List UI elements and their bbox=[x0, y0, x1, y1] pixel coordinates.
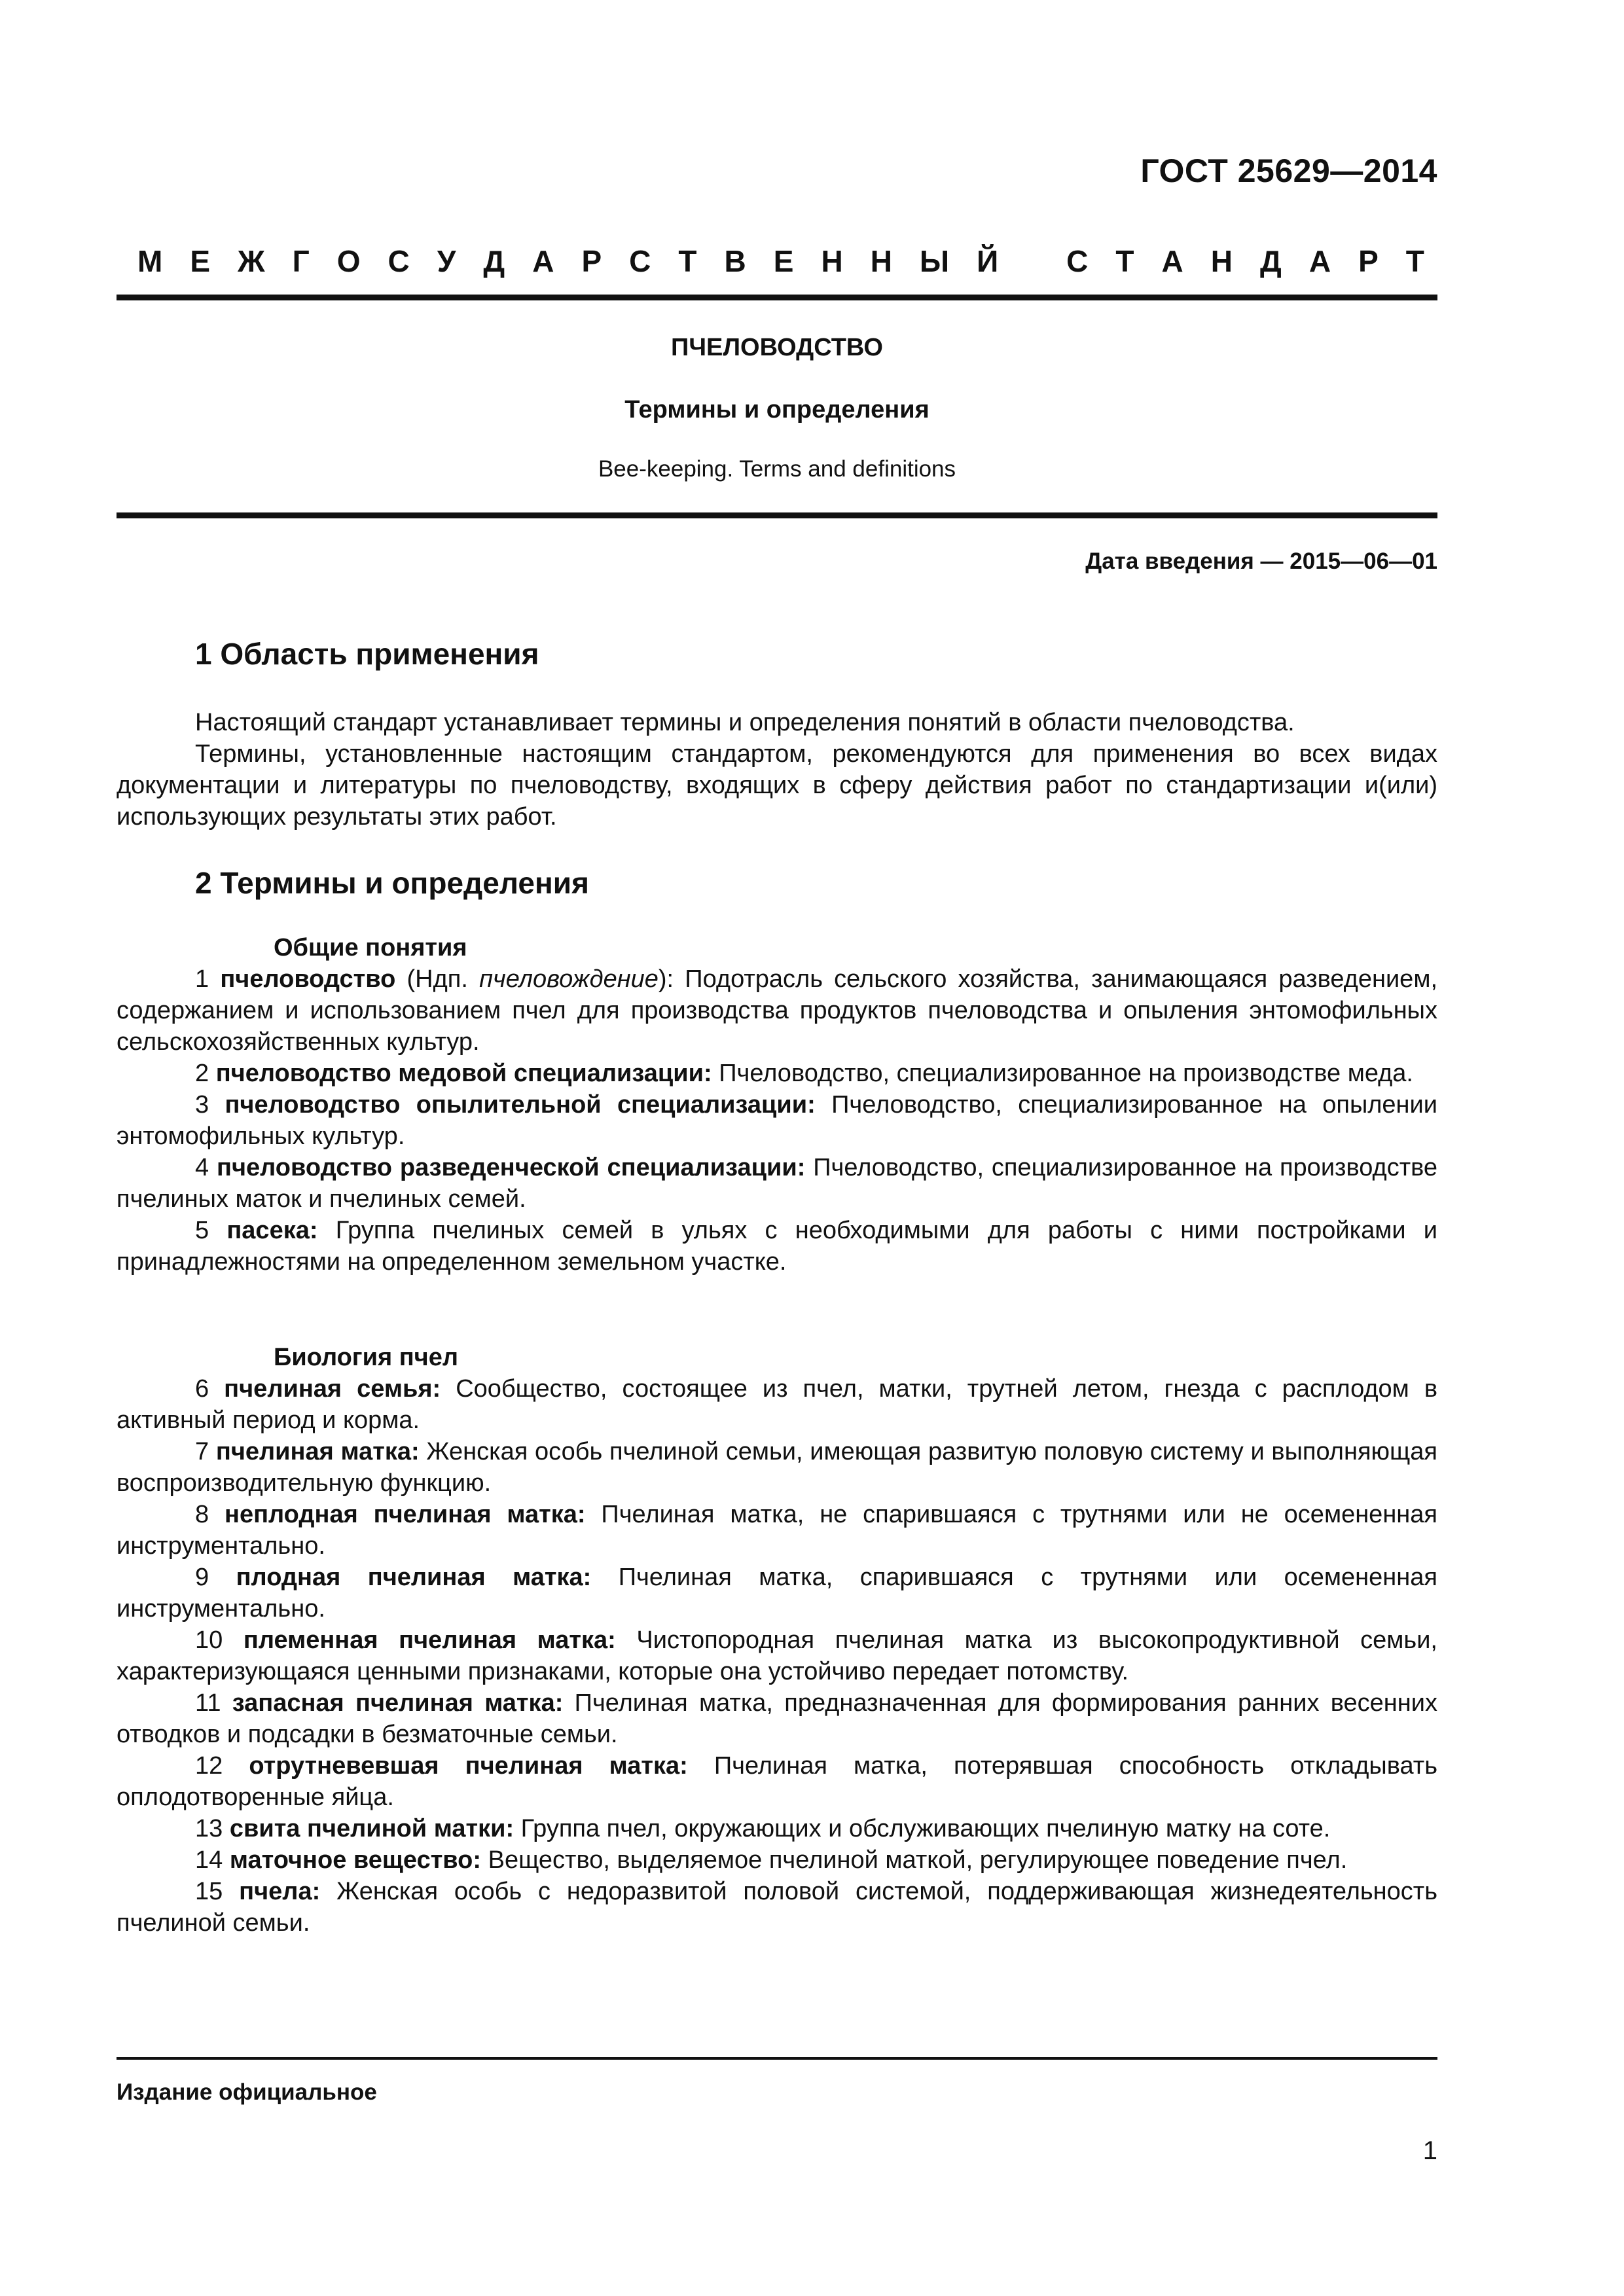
banner-letter: Р bbox=[581, 244, 602, 278]
banner-letter: Т bbox=[1405, 244, 1424, 278]
term-entry bbox=[117, 1436, 1437, 1499]
paragraph: Термины, установленные настоящим стандартом, рекомендуются для применения во всех видах документации и литературы по пчеловодству, входящих в сферу действия работ по стандартизации и(или) использующих результаты этих работ. bbox=[117, 740, 1437, 831]
term-name: пчелиная матка: bbox=[215, 1438, 420, 1465]
section-1-heading: 1 Область применения bbox=[195, 637, 539, 671]
term-entry bbox=[117, 1215, 1437, 1278]
term-name: запасная пчелиная матка: bbox=[232, 1689, 564, 1717]
banner-letter: Д bbox=[483, 244, 505, 278]
banner-letter: С bbox=[629, 244, 651, 278]
section-1-body bbox=[117, 707, 1437, 833]
banner-letter: С bbox=[388, 244, 410, 278]
footer-rule bbox=[117, 2057, 1437, 2060]
term-number: 1 bbox=[195, 965, 209, 993]
term-definition: Подотрасль сельского хозяйства, занимающаяся разведением, содержанием и использованием пчел для производства продуктов пчеловодства и опыления энтомофильных сельскохозяйственных культур. bbox=[117, 965, 1437, 1056]
term-name: свита пчелиной матки: bbox=[229, 1815, 514, 1842]
term-number: 9 bbox=[195, 1564, 209, 1591]
term-entry bbox=[117, 1876, 1437, 1939]
english-title: Bee-keeping. Terms and definitions bbox=[598, 456, 956, 482]
term-entry bbox=[117, 1813, 1437, 1844]
term-definition: Пчелиная матка, не спарившаяся с трутнями или не осемененная инструментально. bbox=[117, 1501, 1437, 1560]
term-definition: Чистопородная пчелиная матка из высокопродуктивной семьи, характеризующаяся ценными признаками, которые она устойчиво передает потомству. bbox=[117, 1626, 1437, 1685]
title-rule bbox=[117, 512, 1437, 518]
banner-letter: Р bbox=[1358, 244, 1379, 278]
term-name: пчеловодство разведенческой специализации: bbox=[217, 1154, 806, 1181]
document-page bbox=[117, 0, 1437, 2296]
edition-note: Издание официальное bbox=[117, 2079, 377, 2105]
term-definition: Пчеловодство, специализированное на производстве меда. bbox=[712, 1060, 1413, 1087]
term-number: 4 bbox=[195, 1154, 209, 1181]
term-number: 6 bbox=[195, 1375, 209, 1403]
term-group-biology bbox=[117, 1342, 1437, 1939]
date-value: — 2015—06—01 bbox=[1260, 548, 1437, 574]
term-number: 2 bbox=[195, 1060, 209, 1087]
banner-letter: А bbox=[1308, 244, 1331, 278]
term-entry bbox=[117, 1562, 1437, 1624]
term-entry bbox=[117, 1624, 1437, 1687]
banner-letter: С bbox=[1066, 244, 1089, 278]
term-name: племенная пчелиная матка: bbox=[243, 1626, 616, 1654]
term-entry bbox=[117, 1687, 1437, 1750]
banner-letter: М bbox=[137, 244, 163, 278]
banner-letter: В bbox=[724, 244, 746, 278]
term-entry bbox=[117, 1750, 1437, 1813]
term-number: 11 bbox=[195, 1689, 221, 1717]
banner-letter: А bbox=[532, 244, 554, 278]
term-definition: Группа пчел, окружающих и обслуживающих пчелиную матку на соте. bbox=[514, 1815, 1331, 1842]
term-entry bbox=[117, 1844, 1437, 1876]
term-name: отрутневевшая пчелиная матка: bbox=[249, 1752, 688, 1780]
banner-letter: О bbox=[336, 244, 361, 278]
banner-letter bbox=[1026, 243, 1039, 279]
term-entry bbox=[117, 1152, 1437, 1215]
banner-letter: Т bbox=[1115, 244, 1134, 278]
term-name: пчелиная семья: bbox=[224, 1375, 441, 1403]
banner-letter: Ж bbox=[238, 244, 265, 278]
banner-letter: Ы bbox=[920, 244, 950, 278]
term-definition: Группа пчелиных семей в ульях с необходимыми для работы с ними постройками и принадлежностями на определенном земельном участке. bbox=[117, 1217, 1437, 1276]
term-name: пчеловодство опылительной специализации: bbox=[225, 1091, 816, 1119]
term-definition: Пчелиная матка, потерявшая способность откладывать оплодотворенные яйца. bbox=[117, 1752, 1437, 1811]
term-definition: Пчеловодство, специализированное на производстве пчелиных маток и пчелиных семей. bbox=[117, 1154, 1437, 1213]
term-name: пчеловодство медовой специализации: bbox=[215, 1060, 712, 1087]
term-number: 10 bbox=[195, 1626, 223, 1654]
term-number: 12 bbox=[195, 1752, 223, 1780]
term-entry bbox=[117, 1058, 1437, 1089]
term-entry bbox=[117, 963, 1437, 1058]
banner-letter: Н bbox=[1210, 244, 1233, 278]
group-title: Биология пчел bbox=[274, 1344, 458, 1371]
term-name: пчела: bbox=[239, 1878, 321, 1905]
banner-letter: У bbox=[437, 244, 456, 278]
interstate-standard-banner bbox=[137, 243, 1424, 279]
date-label: Дата введения bbox=[1085, 548, 1254, 574]
term-entry bbox=[117, 1373, 1437, 1436]
term-name: маточное вещество: bbox=[229, 1846, 482, 1874]
document-title: ПЧЕЛОВОДСТВО bbox=[671, 334, 883, 361]
banner-letter: Е bbox=[190, 244, 211, 278]
banner-letter: А bbox=[1161, 244, 1183, 278]
term-definition: Сообщество, состоящее из пчел, матки, трутней летом, гнезда с расплодом в активный период и корма. bbox=[117, 1375, 1438, 1434]
group-title: Общие понятия bbox=[274, 934, 467, 961]
banner-letter: Д bbox=[1260, 244, 1282, 278]
standard-code: ГОСТ 25629—2014 bbox=[1140, 152, 1437, 189]
term-number: 8 bbox=[195, 1501, 209, 1528]
term-definition: Пчелиная матка, спарившаяся с трутнями или осемененная инструментально. bbox=[117, 1564, 1437, 1623]
banner-letter: Т bbox=[678, 244, 697, 278]
section-2-heading: 2 Термины и определения bbox=[195, 866, 589, 900]
banner-letter: Й bbox=[977, 244, 999, 278]
banner-letter: Н bbox=[821, 244, 843, 278]
banner-letter: Е bbox=[773, 244, 794, 278]
term-number: 14 bbox=[195, 1846, 223, 1874]
term-name: неплодная пчелиная матка: bbox=[225, 1501, 586, 1528]
paragraph: Настоящий стандарт устанавливает термины и определения понятий в области пчеловодства. bbox=[195, 709, 1295, 736]
term-entry bbox=[117, 1089, 1437, 1152]
banner-letter: Г bbox=[292, 244, 310, 278]
term-number: 5 bbox=[195, 1217, 209, 1244]
term-name: пчеловодство bbox=[220, 965, 396, 993]
term-definition: Пчеловодство, специализированное на опылении энтомофильных культур. bbox=[117, 1091, 1437, 1150]
term-group-general bbox=[117, 932, 1437, 1278]
term-name: плодная пчелиная матка: bbox=[236, 1564, 592, 1591]
page-number: 1 bbox=[1422, 2136, 1437, 2165]
term-entry bbox=[117, 1499, 1437, 1562]
term-definition: Вещество, выделяемое пчелиной маткой, регулирующее поведение пчел. bbox=[481, 1846, 1348, 1874]
introduction-date bbox=[1085, 548, 1437, 575]
term-note: (Ндп. bbox=[395, 965, 480, 993]
term-name: пасека: bbox=[226, 1217, 318, 1244]
term-definition: Женская особь пчелиной семьи, имеющая развитую половую систему и выполняющая воспроизводительную функцию. bbox=[117, 1438, 1438, 1497]
term-definition: Женская особь с недоразвитой половой системой, поддерживающая жизнедеятельность пчелиной семьи. bbox=[117, 1878, 1437, 1937]
document-subtitle: Термины и определения bbox=[624, 396, 929, 423]
term-definition: Пчелиная матка, предназначенная для формирования ранних весенних отводков и подсадки в безматочные семьи. bbox=[117, 1689, 1437, 1748]
banner-letter: Н bbox=[870, 244, 892, 278]
top-rule bbox=[117, 295, 1437, 300]
term-number: 13 bbox=[195, 1815, 223, 1842]
term-number: 7 bbox=[195, 1438, 209, 1465]
term-note: ): bbox=[658, 965, 674, 993]
term-number: 15 bbox=[195, 1878, 223, 1905]
deprecated-term: пчеловождение bbox=[479, 965, 659, 993]
term-number: 3 bbox=[195, 1091, 209, 1119]
